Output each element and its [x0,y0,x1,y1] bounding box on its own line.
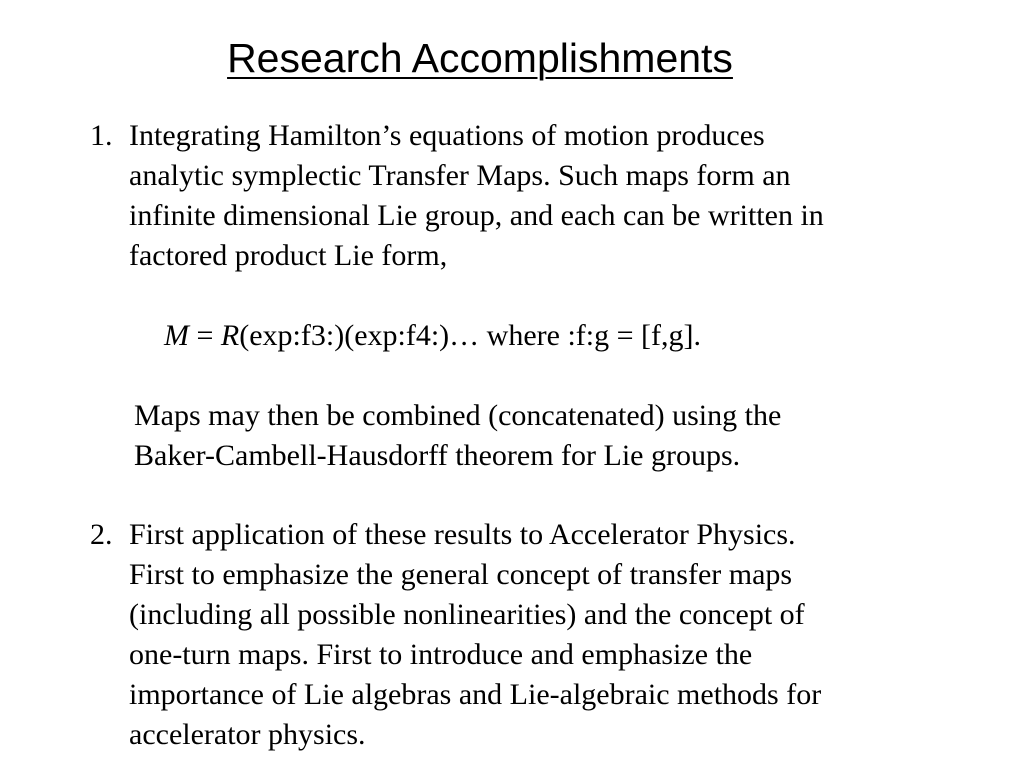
bch-note: Maps may then be combined (concatenated) using the Baker-Cambell-Hausdorff theorem for Lie groups. [134,399,782,472]
slide-title: Research Accomplishments [227,35,733,81]
formula [164,316,701,356]
list-item-number: 1. [90,119,113,152]
formula-expression: (exp:f3:)(exp:f4:)… where :f:g = [f,g]. [239,319,701,352]
formula-equals: = [189,319,221,352]
list-item-text: First application of these results to Accelerator Physics. First to emphasize the general concept of transfer maps (including all possible nonlinearities) and the concept of one-turn maps. First to introduce and emphasize the importance of Lie algebras and Lie-algebraic methods for accelerator physics. [129,518,822,751]
list-item-2 [90,515,990,755]
list-item-number: 2. [90,518,113,551]
formula-map-symbol: M [164,319,189,352]
formula-rotation-symbol: R [220,319,240,352]
list-item-1 [90,116,990,276]
list-item-text: Integrating Hamilton’s equations of motion produces analytic symplectic Transfer Maps. Such maps form an infinite dimensional Lie group, and each can be written in factored product Lie form, [129,119,824,272]
